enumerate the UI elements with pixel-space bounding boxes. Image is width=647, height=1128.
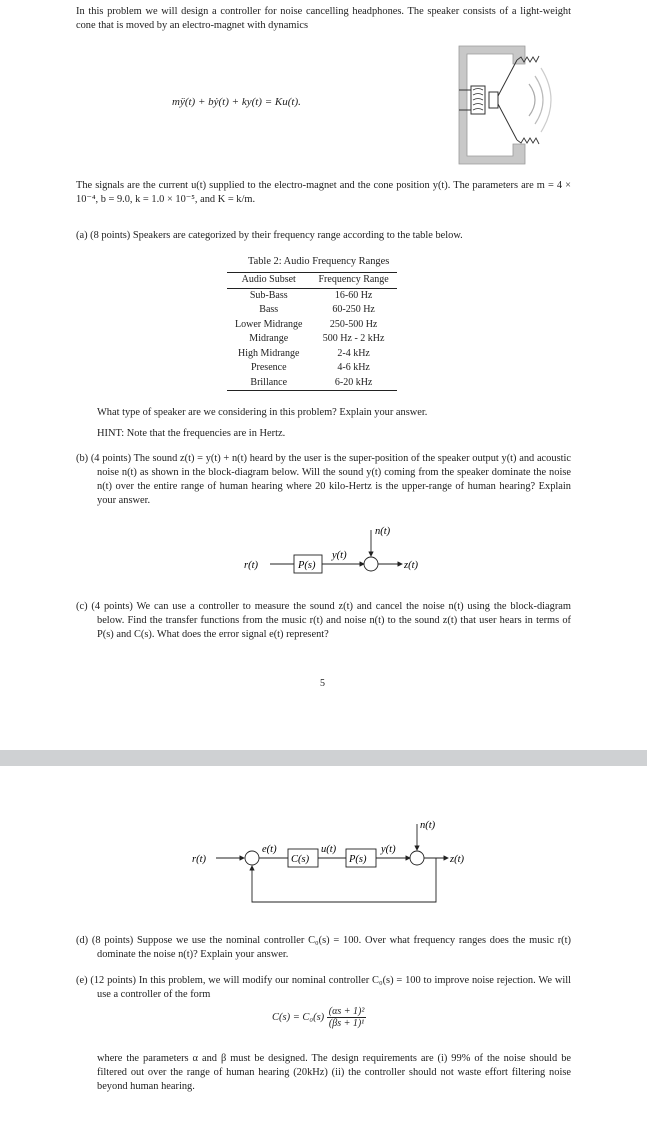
table-cell: 6-20 kHz [310,376,396,391]
audio-frequency-table [227,272,397,391]
label-z: z(t) [404,560,418,571]
table-row [227,347,397,362]
controller-fraction [327,1006,367,1029]
table-cell: Bass [259,304,279,315]
feedback-path [252,858,436,902]
block-diagram-b [230,518,430,582]
table-cell: Brillance [227,376,310,391]
part-c-text: (c) (4 points) We can use a controller to measure the sound z(t) and cancel the noise n(t) using the block-diagram below. Find the transfer functions from the music r(t) and noise n(t) to the sound z(t) that user hears in terms of P(s) and C(s). What does the error signal e(t) represent? [76,601,571,640]
table-cell: 2-4 kHz [337,347,370,359]
table-cell: Lower Midrange [235,318,303,330]
speaker-illustration [445,40,565,170]
output-summing-junction [410,851,424,865]
error-summing-junction [245,851,259,865]
part-d-text: (d) (8 points) Suppose we use the nominal controller C₀(s) = 100. Over what frequency ranges does the music r(t) dominate the noise n(t)? Explain your answer. [76,935,571,960]
part-a-hint: HINT: Note that the frequencies are in Hertz. [97,428,286,439]
table-cell: 4-6 kHz [337,362,370,373]
table-row [227,376,397,391]
summing-junction [364,557,378,571]
table-cell: 500 Hz - 2 kHz [322,333,385,344]
table-cell: 250-500 Hz [329,318,378,330]
table-row [227,318,397,333]
table-cell: Midrange [249,333,289,344]
speaker-cone [498,60,517,140]
page-separator [0,750,647,766]
part-a-text: (a) (8 points) Speakers are categorized by their frequency range according to the table below. [76,230,463,241]
table-cell: Presence [250,362,287,373]
part-a-question: What type of speaker are we considering in this problem? Explain your answer. [97,407,428,418]
label-r: r(t) [192,854,206,865]
dynamics-equation: mÿ(t) + bẏ(t) + ky(t) = Ku(t). [172,96,301,108]
table-row [227,332,397,347]
table-row [227,303,397,318]
label-P: P(s) [298,560,316,571]
part-e-text: (e) (12 points) In this problem, we will modify our nominal controller C₀(s) = 100 to improve noise rejection. We will use a controller of the form [76,975,571,1000]
controller-denominator: (βs + 1)¹ [328,1018,365,1029]
controller-numerator: (αs + 1)² [328,1006,365,1017]
signals-paragraph: The signals are the current u(t) supplied to the electro-magnet and the cone position y(t). The parameters are m = 4 × 10⁻⁴, b = 9.0, k = 1.0 × 10⁻⁵, and K = k/m. [76,180,571,205]
label-r: r(t) [244,560,258,571]
spring-bottom-icon [517,138,539,144]
label-e: e(t) [262,844,277,855]
label-y: y(t) [332,550,347,561]
part-e-requirements: where the parameters α and β must be designed. The design requirements are (i) 99% of the noise should be filtered out over the range of human hearing (20kHz) (ii) the controller should not waste effort filtering noise beyond human hearing. [97,1053,571,1092]
page-2 [0,766,647,1128]
controller-equation [272,1006,366,1029]
label-n: n(t) [375,526,391,537]
label-C: C(s) [291,854,310,865]
block-diagram-feedback [186,814,486,914]
label-P: P(s) [349,854,367,865]
page-number: 5 [320,678,325,689]
table-cell: High Midrange [238,347,300,359]
table-cell: Sub-Bass [249,289,288,301]
label-y: y(t) [381,844,396,855]
sound-wave-icon [529,84,535,116]
table-cell: 16-60 Hz [334,289,373,301]
controller-lhs: C(s) = C₀(s) [272,1011,325,1023]
intro-paragraph: In this problem we will design a controller for noise cancelling headphones. The speaker consists of a light-weight cone that is moved by an electro-magnet with dynamics [76,6,571,31]
label-u: u(t) [321,844,337,855]
table-header-range: Frequency Range [310,273,396,289]
table-row [227,361,397,376]
table-caption: Table 2: Audio Frequency Ranges [248,256,390,267]
table-header-subset: Audio Subset [227,273,310,289]
table-row [227,288,397,303]
label-z: z(t) [450,854,464,865]
part-b-text: (b) (4 points) The sound z(t) = y(t) + n(t) heard by the user is the super-position of the speaker output y(t) and acoustic noise n(t) as shown in the block-diagram below. Will the sound y(t) coming from the speaker dominate the noise n(t) over the entire range of human hearing where 20 kilo-Hertz is the upper-range of human hearing? Explain your answer. [76,453,571,506]
label-n: n(t) [420,820,436,831]
table-cell: 60-250 Hz [332,304,375,315]
